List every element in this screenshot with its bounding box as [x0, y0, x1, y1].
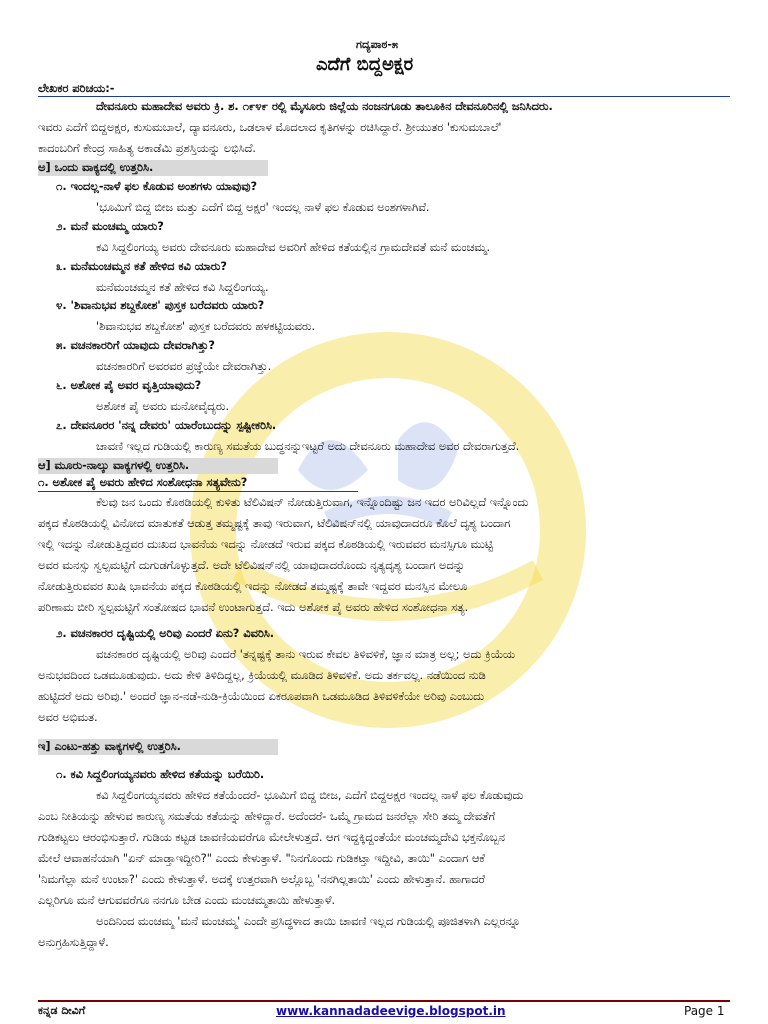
answer-line: ಹುಟ್ಟಿದರೆ ಅದು ಅರಿವು.' ಅಂದರೆ ಜ್ಞಾನ-ನಡೆ-ನುಡಿ-ಕ್ರಿಯೆಯಿಂದ ಏಕರೂಪವಾಗಿ ಒಡಮೂಡಿದ ತಿಳಿವಳಿಕೆಯೇ ಅರಿವು ಎಂಬುದು — [38, 690, 485, 703]
answer-line: ಅಂದಿನಿಂದ ಮಂಚಮ್ಮ 'ಮನೆ ಮಂಚಮ್ಮ' ಎಂದೇ ಪ್ರಸಿದ್ಧಳಾದ ತಾಯಿ ಚಾವಣಿ ಇಲ್ಲದ ಗುಡಿಯಲ್ಲಿ ಪೂಜಿತಳಾಗಿ ಎಲ್ಲರನ್ನೂ — [96, 915, 521, 928]
question: ೧. ಅಶೋಕ ಪೈ ಅವರು ಹೇಳಿದ ಸಂಶೋಧನಾ ಸತ್ಯವೇನು? — [38, 476, 248, 489]
answer: 'ಶಿವಾನುಭವ ಶಬ್ದಕೋಶ' ಪುಸ್ತಕ ಬರೆದವರು ಹಳಕಟ್ಟಿಯವರು. — [96, 320, 316, 333]
question: ೬. ಅಶೋಕ ಪೈ ಅವರ ವೃತ್ತಿಯಾವುದು? — [56, 379, 202, 392]
answer-line: ಇಲ್ಲಿ ಇದನ್ನು ನೋಡುತ್ತಿದ್ದವರ ದುಃಖದ ಭಾವನೆಯ ಇದನ್ನು ನೋಡದೆ ಇರುವ ಪಕ್ಕದ ಕೊಠಡಿಯಲ್ಲಿ ಇರುವವರ ಮನಸ್ಸಿಗೂ ಮುಟ್ಟಿ — [38, 538, 494, 551]
answer-line: ಎಲ್ಲರಿಗೂ ಮನೆ ಆಗುವವರೆಗೂ ನನಗೂ ಬೇಡ ಎಂದು ಮಂಚಮ್ಮತಾಯಿ ಹೇಳುತ್ತಾಳೆ. — [38, 894, 336, 907]
section-rule — [38, 96, 730, 97]
answer: ಮನೆಮಂಚಮ್ಮನ ಕತೆ ಹೇಳಿದ ಕವಿ ಸಿದ್ದಲಿಂಗಯ್ಯ. — [96, 281, 269, 294]
answer-line: ಪಕ್ಕದ ಕೊಠಡಿಯಲ್ಲಿ ವಿನೋದ ಮಾತುಕತೆ ಆಡುತ್ತ ತಮ್ಮಷ್ಟಕ್ಕೆ ತಾವು ಇರುವಾಗ, ಟೆಲಿವಿಷನ್‌ನಲ್ಲಿ ಯಾವುದಾದರೂ ಕೊಲೆ ದೃಶ್ಯ ಬಂದಾಗ — [38, 517, 511, 530]
question: ೧. ಇಂದಲ್ಲ-ನಾಳೆ ಫಲ ಕೊಡುವ ಅಂಶಗಳು ಯಾವುವು? — [56, 180, 258, 193]
section-aa-heading: ಆ] ಮೂರು-ನಾಲ್ಕು ವಾಕ್ಯಗಳಲ್ಲಿ ಉತ್ತರಿಸಿ. — [38, 459, 190, 472]
intro-line: ಇವರು ಎದೆಗೆ ಬಿದ್ದಅಕ್ಷರ, ಕುಸುಮಬಾಲೆ, ದ್ಯಾವನೂರು, ಒಡಲಾಳ ಮೊದಲಾದ ಕೃತಿಗಳನ್ನು ರಚಿಸಿದ್ದಾರೆ. ಶ್ರೀಯುತರ 'ಕುಸುಮಬಾಲೆ' — [38, 121, 502, 134]
question: ೫. ವಚನಕಾರರಿಗೆ ಯಾವುದು ದೇವರಾಗಿತ್ತು? — [56, 339, 215, 352]
section-a-heading: ಅ] ಒಂದು ವಾಕ್ಯದಲ್ಲಿ ಉತ್ತರಿಸಿ. — [38, 161, 154, 174]
question: ೨. ಮನೆ ಮಂಚಮ್ಮ ಯಾರು? — [56, 220, 164, 233]
answer-line: ಪರಿಣಾಮ ಬೀರಿ ಸ್ವಲ್ಪಮಟ್ಟಿಗೆ ಸಂತೋಷದ ಭಾವನೆ ಉಂಟಾಗುತ್ತದೆ. ಇದು ಅಶೋಕ ಪೈ ಅವರು ಹೇಳಿದ ಸಂಶೋಧನಾ ಸತ್ಯ. — [38, 601, 469, 614]
footer-site-name: ಕನ್ನಡ ದೀವಿಗೆ — [38, 1004, 86, 1017]
question-underline — [38, 491, 358, 492]
answer-line: ಕವಿ ಸಿದ್ದಲಿಂಗಯ್ಯನವರು ಹೇಳಿದ ಕತೆಯೆಂದರೆ- ಭೂಮಿಗೆ ಬಿದ್ದ ಬೀಜ, ಎದೆಗೆ ಬಿದ್ದಅಕ್ಷರ ಇಂದಲ್ಲ ನಾಳೆ ಫಲ ಕೊಡುವುದು — [96, 789, 524, 802]
answer: ಅಶೋಕ ಪೈ ಅವರು ಮನೋವೈದ್ಯರು. — [96, 400, 230, 413]
question: ೨. ವಚನಕಾರರ ದೃಷ್ಟಿಯಲ್ಲಿ ಅರಿವು ಎಂದರೆ ಏನು? ವಿವರಿಸಿ. — [56, 627, 275, 640]
author-intro-heading: ಲೇಖಕರ ಪರಿಚಯ:- — [38, 82, 115, 95]
page-number: Page 1 — [684, 1004, 725, 1018]
intro-line: ಕಾದಂಬರಿಗೆ ಕೇಂದ್ರ ಸಾಹಿತ್ಯ ಅಕಾಡೆಮಿ ಪ್ರಶಸ್ತಿಯನ್ನು ಲಭಿಸಿದೆ. — [38, 142, 256, 155]
answer-line: 'ನಿಮಗೆಲ್ಲಾ ಮನೆ ಉಂಟಾ?' ಎಂದು ಕೇಳುತ್ತಾಳೆ. ಅದಕ್ಕೆ ಉತ್ತರವಾಗಿ ಅಲ್ಲೊಬ್ಬ 'ನನಗಿಲ್ಲತಾಯಿ' ಎಂದು ಹೇಳುತ್ತಾನೆ. ಹಾಗಾದರೆ — [38, 873, 485, 886]
question: ೭. ದೇವನೂರರ 'ನನ್ನ ದೇವರು' ಯಾರೆಂಬುದನ್ನು ಸ್ಪಷ್ಟೀಕರಿಸಿ. — [56, 419, 277, 432]
page-title: ಎದೆಗೆ ಬಿದ್ದಅಕ್ಷರ — [316, 54, 414, 75]
answer-line: ಗುಡಿಕಟ್ಟಲು ಆರಂಭಿಸುತ್ತಾರೆ. ಗುಡಿಯ ಕಟ್ಟಡ ಚಾವಣಿಯವರೆಗೂ ಮೇಲೇಳುತ್ತದೆ. ಆಗ ಇದ್ದಕ್ಕಿದ್ದಂತೆಯೇ ಮಂಚಮ್ಮದೇವಿ ಭಕ್ತನೊಬ್ಬನ — [38, 831, 505, 844]
answer-line: ಅವರ ಅಭಿಮತ. — [38, 711, 98, 724]
lesson-subtitle: ಗದ್ಯಪಾಠ-೫ — [356, 38, 399, 51]
question: ೩. ಮನೆಮಂಚಮ್ಮನ ಕತೆ ಹೇಳಿದ ಕವಿ ಯಾರು? — [56, 260, 227, 273]
answer-line: ನೋಡುತ್ತಿರುವವರ ಖುಷಿ ಭಾವನೆಯ ಪಕ್ಕದ ಕೊಠಡಿಯಲ್ಲಿ ಇದನ್ನು ನೋಡದೆ ತಮ್ಮಷ್ಟಕ್ಕೆ ತಾವೇ ಇದ್ದವರ ಮನಸ್ಸಿನ ಮೇಲೂ — [38, 580, 468, 593]
answer-line: ಅನುಭವದಿಂದ ಒಡಮೂಡುವುದು. ಅದು ಕೇಳಿ ತಿಳಿದಿದ್ದಲ್ಲ, ಕ್ರಿಯೆಯಲ್ಲಿ ಮೂಡಿದ ತಿಳಿವಳಿಕೆ. ಅದು ತರ್ಕವಲ್ಲ. ನಡೆಯಿಂದ ನುಡಿ — [38, 669, 486, 682]
question: ೪. 'ಶಿವಾನುಭವ ಶಬ್ದಕೋಶ' ಪುಸ್ತಕ ಬರೆದವರು ಯಾರು? — [56, 299, 265, 312]
answer-line: ವಚನಕಾರರ ದೃಷ್ಟಿಯಲ್ಲಿ ಅರಿವು ಎಂದರೆ 'ತನ್ನಷ್ಟಕ್ಕೆ ತಾನು ಇರುವ ಕೇವಲ ತಿಳಿವಳಿಕೆ, ಜ್ಞಾನ ಮಾತ್ರ ಅಲ್ಲ; ಅದು ಕ್ರಿಯೆಯ — [96, 648, 516, 661]
answer-line: ಅನುಗ್ರಹಿಸುತ್ತಿದ್ದಾಳೆ. — [38, 936, 109, 949]
answer-line: ಅವರ ಮನಸ್ಸು ಸ್ವಲ್ಪಮಟ್ಟಿಗೆ ದುಗುಡಗೊಳ್ಳುತ್ತದೆ. ಅದೇ ಟೆಲಿವಿಷನ್‌ನಲ್ಲಿ ಯಾವುದಾದರೊಂದು ನೃತ್ಯದೃಶ್ಯ ಬಂದಾಗ ಅದನ್ನು — [38, 559, 466, 572]
section-i-heading: ಇ] ಎಂಟು-ಹತ್ತು ವಾಕ್ಯಗಳಲ್ಲಿ ಉತ್ತರಿಸಿ. — [38, 740, 181, 753]
answer: ಚಾವಣಿ ಇಲ್ಲದ ಗುಡಿಯಲ್ಲಿ ಕಾರುಣ್ಯ ಸಮತೆಯ ಬುದ್ಧನನ್ನುಇಟ್ಟರೆ ಅದು ದೇವನೂರು ಮಹಾದೇವ ಅವರ ದೇವರಾಗುತ್ತದೆ. — [96, 440, 520, 453]
footer-rule — [38, 1000, 730, 1002]
answer-line: ಎಂಬ ನೀತಿಯನ್ನು ಹೇಳುವ ಕಾರುಣ್ಯ ಸಮತೆಯ ಕತೆಯನ್ನು ಹೇಳಿದ್ದಾರೆ. ಅದೆಂದರೆ- ಒಮ್ಮೆ ಗ್ರಾಮದ ಜನರೆಲ್ಲಾ ಸೇರಿ ತಮ್ಮ ದೇವತೆಗೆ — [38, 810, 496, 823]
footer-website-link[interactable]: www.kannadadeevige.blogspot.in — [276, 1004, 506, 1018]
answer-line: ಕೆಲವು ಜನ ಒಂದು ಕೊಠಡಿಯಲ್ಲಿ ಕುಳಿತು ಟೆಲಿವಿಷನ್ ನೋಡುತ್ತಿರುವಾಗ, ಇನ್ನೊಂದಿಷ್ಟು ಜನ ಇದರ ಅರಿವಿಲ್ಲದೆ ಇನ್ನೊಂದು — [96, 496, 529, 509]
question: ೧. ಕವಿ ಸಿದ್ದಲಿಂಗಯ್ಯನವರು ಹೇಳಿದ ಕತೆಯನ್ನು ಬರೆಯಿರಿ. — [56, 768, 265, 781]
answer: ಕವಿ ಸಿದ್ದಲಿಂಗಯ್ಯ ಅವರು ದೇವನೂರು ಮಹಾದೇವ ಅವರಿಗೆ ಹೇಳಿದ ಕತೆಯಲ್ಲಿನ ಗ್ರಾಮದೇವತೆ ಮನೆ ಮಂಚಮ್ಮ. — [96, 241, 491, 254]
intro-line: ದೇವನೂರು ಮಹಾದೇವ ಅವರು ಕ್ರಿ. ಶ. ೧೯೪೯ ರಲ್ಲಿ ಮೈಸೂರು ಜಿಲ್ಲೆಯ ನಂಜನಗೂಡು ತಾಲೂಕಿನ ದೇವನೂರಿನಲ್ಲಿ ಜನಿಸಿದರು. — [96, 100, 553, 113]
answer-line: ಮೇಲೆ ಆವಾಹನೆಯಾಗಿ "ಏನ್ ಮಾಡ್ತಾಇದ್ದೀರಿ?" ಎಂದು ಕೇಳುತ್ತಾಳೆ. "ನಿನಗೊಂದು ಗುಡಿಕಟ್ತಾ ಇದ್ದೀವಿ, ತಾಯಿ" ಎಂದಾಗ ಆಕೆ — [38, 852, 485, 865]
answer: ವಚನಕಾರರಿಗೆ ಅವರವರ ಪ್ರಜ್ಞೆಯೇ ದೇವರಾಗಿತ್ತು. — [96, 360, 272, 373]
answer: 'ಭೂಮಿಗೆ ಬಿದ್ದ ಬೀಜ ಮತ್ತು ಎದೆಗೆ ಬಿದ್ದ ಅಕ್ಷರ' ಇಂದಲ್ಲ ನಾಳೆ ಫಲ ಕೊಡುವ ಅಂಶಗಳಾಗಿವೆ. — [96, 201, 430, 214]
